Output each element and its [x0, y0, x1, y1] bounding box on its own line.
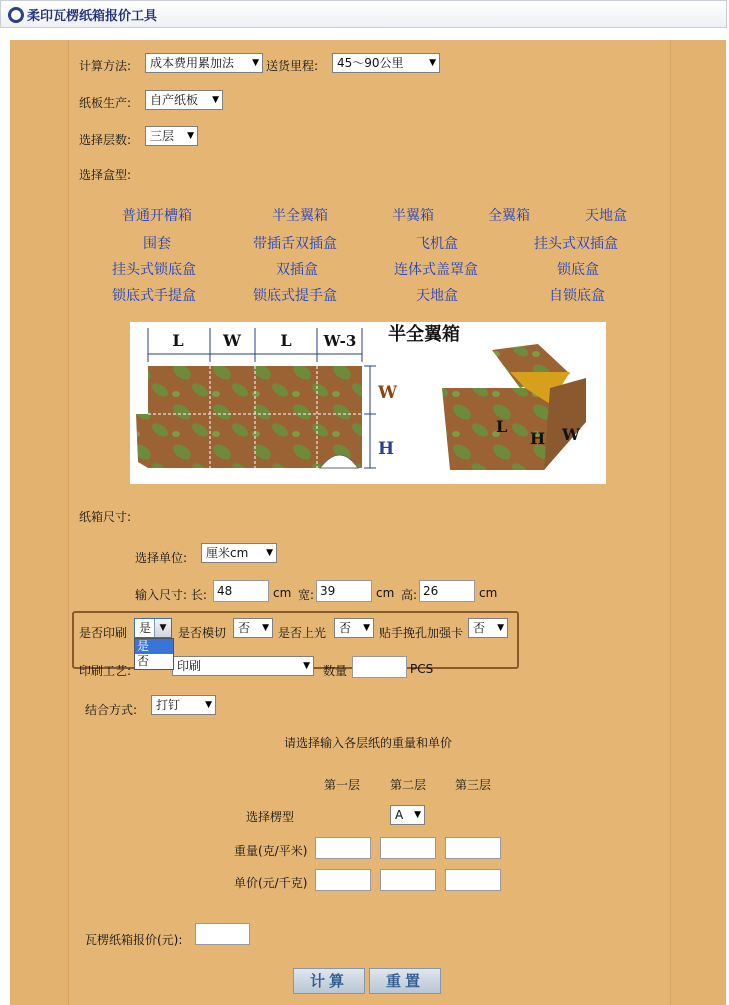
diecut-label: 是否模切 [178, 626, 227, 640]
board-label: 纸板生产: [79, 96, 132, 110]
dropdown-option[interactable]: 否 [137, 654, 150, 668]
box-type-link[interactable]: 自锁底盒 [549, 288, 605, 304]
reset-button[interactable]: 重置 [369, 968, 441, 994]
chevron-down-icon: ▼ [187, 131, 194, 141]
handle-value: 否 [473, 621, 486, 635]
circle-bullet-icon [8, 7, 24, 23]
box-type-link[interactable]: 连体式盖罩盒 [394, 262, 478, 278]
distance-label: 送货里程: [266, 59, 319, 73]
layer3-price-input[interactable] [445, 869, 501, 891]
box-type-link[interactable]: 围套 [143, 236, 171, 252]
calc-method-select[interactable] [145, 53, 263, 73]
chevron-down-icon: ▼ [363, 623, 370, 633]
print-dropdown-list [134, 638, 174, 670]
print-value: 是 [139, 621, 152, 635]
layers-value: 三层 [150, 129, 175, 143]
box-type-link[interactable]: 半翼箱 [392, 208, 434, 224]
layer-header: 第三层 [455, 778, 492, 792]
box-type-link[interactable]: 挂头式双插盒 [534, 236, 618, 252]
box-diagram-illustration [130, 322, 606, 484]
flute-select[interactable] [390, 805, 425, 825]
chevron-down-icon: ▼ [154, 619, 171, 637]
layer2-price-input[interactable] [380, 869, 436, 891]
box-type-link[interactable]: 挂头式锁底盒 [112, 262, 196, 278]
process-value: 印刷 [177, 659, 202, 673]
price-label: 单价(元/千克) [234, 876, 308, 890]
box-type-link[interactable]: 带插舌双插盒 [253, 236, 337, 252]
dim-label-h: H [378, 439, 395, 459]
width-unit: cm [376, 586, 395, 600]
handle-label: 贴手挽孔加强卡 [379, 626, 464, 640]
quote-label: 瓦楞纸箱报价(元): [85, 933, 183, 947]
length-unit: cm [273, 586, 292, 600]
bind-label: 结合方式: [85, 703, 138, 717]
print-label: 是否印刷 [79, 626, 128, 640]
quantity-label: 数量 [323, 664, 348, 678]
unit-label: 选择单位: [135, 551, 188, 565]
layer1-weight-input[interactable] [315, 837, 371, 859]
quantity-input[interactable] [352, 656, 407, 678]
box-type-link[interactable]: 飞机盒 [416, 236, 458, 252]
chevron-down-icon: ▼ [429, 58, 436, 68]
chevron-down-icon: ▼ [414, 810, 421, 820]
distance-value: 45～90公里 [337, 56, 404, 70]
chevron-down-icon: ▼ [266, 548, 273, 558]
print-select[interactable] [134, 618, 172, 638]
chevron-down-icon: ▼ [212, 95, 219, 105]
layer2-weight-input[interactable] [380, 837, 436, 859]
width-input[interactable]: 39 [316, 580, 372, 602]
quote-output [195, 923, 250, 945]
layers-instruction: 请选择输入各层纸的重量和单价 [284, 736, 453, 750]
chevron-down-icon: ▼ [252, 58, 259, 68]
diecut-value: 否 [238, 621, 251, 635]
handle-select[interactable] [468, 618, 508, 638]
layer-header: 第一层 [324, 778, 361, 792]
distance-select[interactable] [332, 53, 440, 73]
calc-method-label: 计算方法: [79, 59, 132, 73]
box-type-link[interactable]: 锁底式提手盒 [253, 288, 337, 304]
box-label-w: W [562, 425, 580, 444]
layer-header: 第二层 [390, 778, 427, 792]
box-type-link[interactable]: 半全翼箱 [272, 208, 328, 224]
height-unit: cm [479, 586, 498, 600]
dimension-input-label: 输入尺寸: 长: [135, 588, 207, 602]
box-type-link[interactable]: 锁底式手提盒 [112, 288, 196, 304]
box-type-link[interactable]: 锁底盒 [557, 262, 599, 278]
form-inner-panel [68, 40, 671, 1005]
layers-label: 选择层数: [79, 133, 132, 147]
diecut-select[interactable] [233, 618, 273, 638]
bind-select[interactable] [151, 695, 216, 715]
calculate-button[interactable]: 计算 [293, 968, 365, 994]
board-value: 自产纸板 [150, 93, 199, 107]
dim-label-w-side: W [378, 383, 398, 403]
box-type-label: 选择盒型: [79, 168, 132, 182]
box-type-link[interactable]: 天地盒 [416, 288, 458, 304]
box-diagram [130, 322, 606, 484]
length-input[interactable]: 48 [213, 580, 269, 602]
width-label: 宽: [298, 588, 315, 602]
dropdown-option[interactable]: 是 [135, 639, 173, 654]
box-type-link[interactable]: 双插盒 [276, 262, 318, 278]
bind-value: 打钉 [156, 698, 181, 712]
app-title: 柔印瓦楞纸箱报价工具 [27, 9, 158, 24]
layer3-weight-input[interactable] [445, 837, 501, 859]
dim-label-l2: L [280, 331, 292, 350]
flute-value: A [395, 808, 404, 822]
box-type-link[interactable]: 天地盒 [585, 208, 627, 224]
quantity-unit: PCS [410, 662, 434, 676]
unit-select[interactable] [201, 543, 277, 563]
weight-label: 重量(克/平米) [234, 844, 308, 858]
calc-method-value: 成本费用累加法 [150, 56, 235, 70]
board-select[interactable] [145, 90, 223, 110]
height-input[interactable]: 26 [419, 580, 475, 602]
gloss-select[interactable] [334, 618, 374, 638]
title-bar [0, 0, 727, 28]
box-type-link[interactable]: 全翼箱 [488, 208, 530, 224]
dim-label-w3: W-3 [323, 332, 357, 350]
diagram-title: 半全翼箱 [388, 324, 460, 345]
layers-select[interactable] [145, 126, 198, 146]
box-label-h: H [530, 429, 546, 448]
dim-label-l: L [172, 331, 184, 350]
chevron-down-icon: ▼ [262, 623, 269, 633]
layer1-price-input[interactable] [315, 869, 371, 891]
process-label: 印刷工艺: [79, 664, 132, 678]
box-type-link[interactable]: 普通开槽箱 [122, 208, 192, 224]
box-label-l: L [496, 417, 508, 436]
chevron-down-icon: ▼ [497, 623, 504, 633]
chevron-down-icon: ▼ [303, 661, 310, 671]
gloss-label: 是否上光 [278, 626, 327, 640]
dim-label-w: W [223, 331, 241, 350]
gloss-value: 否 [339, 621, 352, 635]
process-select[interactable] [172, 656, 314, 676]
unit-value: 厘米cm [206, 546, 249, 560]
height-label: 高: [401, 588, 418, 602]
size-section-label: 纸箱尺寸: [79, 510, 132, 524]
flute-label: 选择楞型 [246, 810, 295, 824]
chevron-down-icon: ▼ [205, 700, 212, 710]
